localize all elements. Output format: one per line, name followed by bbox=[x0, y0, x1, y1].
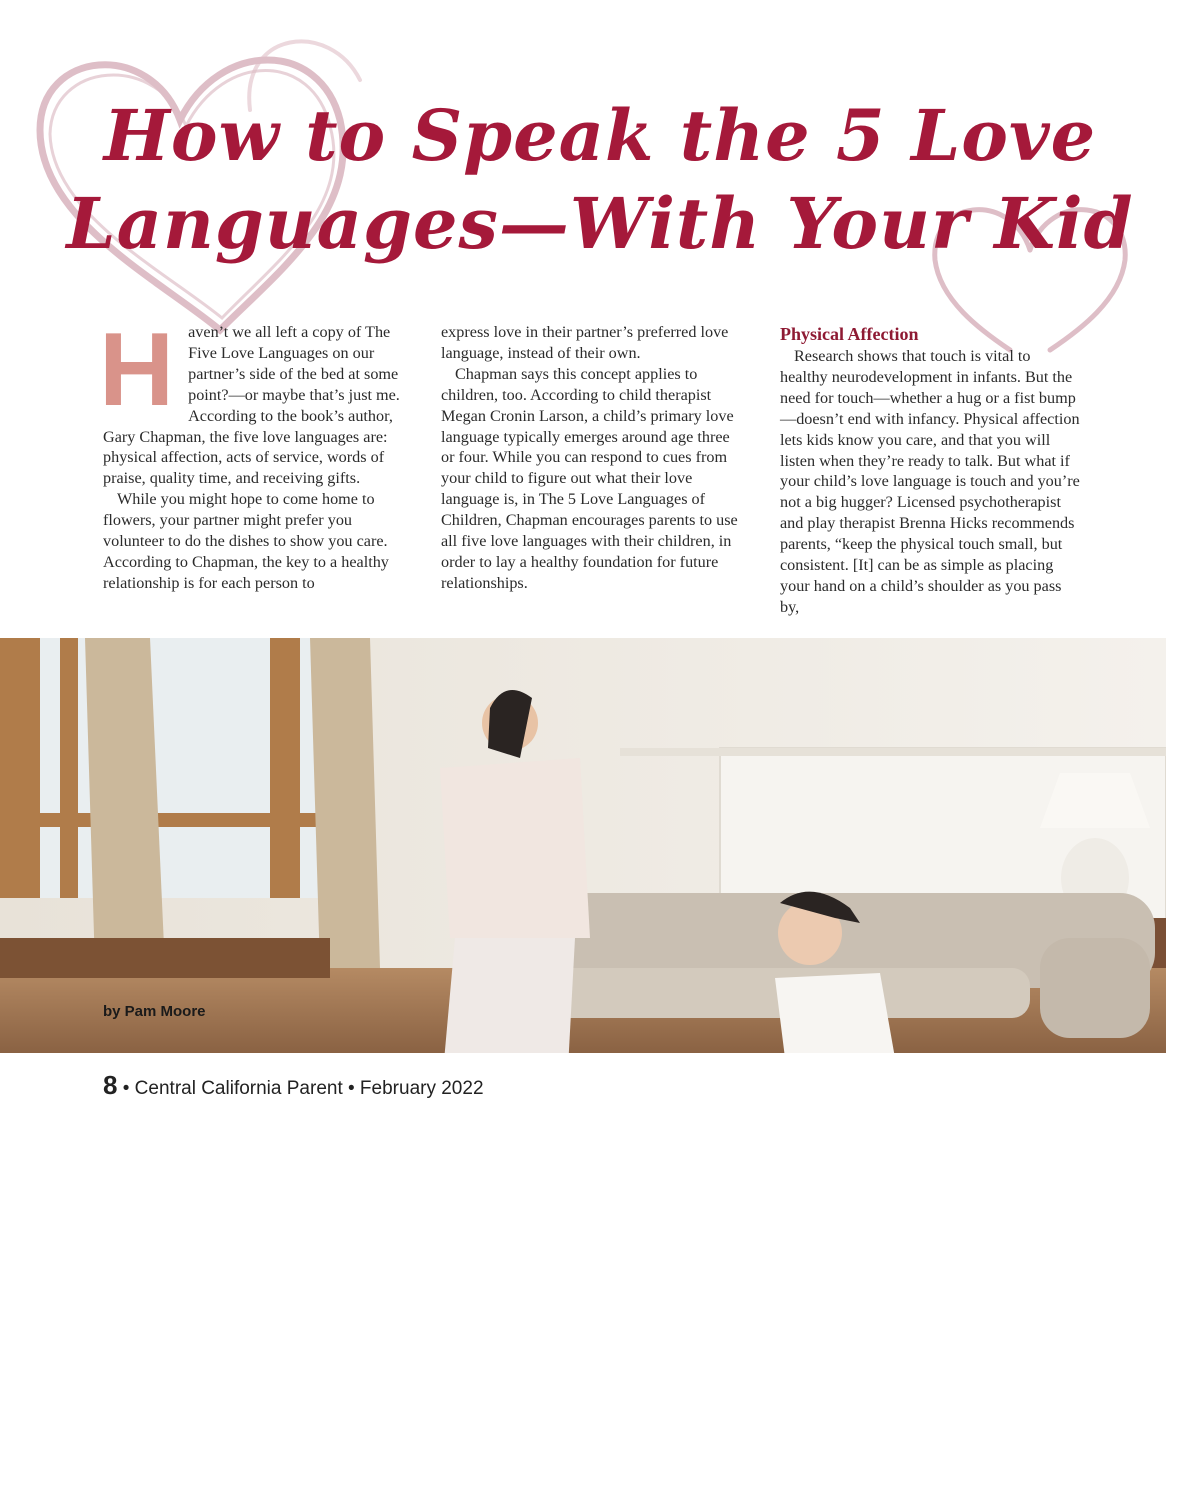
article-title bbox=[60, 92, 1140, 268]
page-footer bbox=[103, 1070, 484, 1101]
article-column-3 bbox=[780, 322, 1080, 618]
footer-text: • Central California Parent • February 2022 bbox=[122, 1078, 484, 1099]
section-heading: Physical Affection bbox=[780, 324, 919, 344]
title-line-1: How to Speak the 5 Love bbox=[103, 94, 1097, 177]
paragraph: aven’t we all left a copy of The Five Love Languages on our partner’s side of the bed at some point?—or maybe that’s just me. According to the book’s author, Gary Chapman, the five love languages are: physical affection, acts of service, words of praise, quality time, and receiving gifts. bbox=[103, 323, 400, 488]
article-photo bbox=[0, 638, 1166, 1053]
drop-cap: H bbox=[99, 312, 175, 428]
paragraph: Chapman says this concept applies to children, too. According to child therapist Megan Cronin Larson, a child’s primary love language typically emerges around age three or four. While you can respond to cues from your child to figure out what their love language is, in The 5 Love Languages of Children, Chapman encourages parents to use all five love languages with their children, in order to lay a healthy foundation for future relationships. bbox=[441, 364, 738, 592]
article-column-2 bbox=[441, 322, 741, 594]
article-column-1 bbox=[99, 312, 403, 594]
paragraph: express love in their partner’s preferred love language, instead of their own. bbox=[441, 323, 729, 362]
title-line-2: Languages—With Your Kid bbox=[66, 182, 1134, 265]
byline: by Pam Moore bbox=[103, 1003, 206, 1020]
paragraph: While you might hope to come home to flowers, your partner might prefer you volunteer to do the dishes to show you care. According to Chapman, the key to a healthy relationship is for each person to bbox=[103, 490, 389, 592]
page-number: 8 bbox=[103, 1070, 118, 1100]
paragraph: Research shows that touch is vital to healthy neurodevelopment in infants. But the need for touch—whether a hug or a fist bump—doesn’t end with infancy. Physical affection lets kids know you care, and that you will listen when they’re ready to talk. But what if your child’s love language is touch and you’re not a big hugger? Licensed psychotherapist and play therapist Brenna Hicks recommends parents, “keep the physical touch small, but consistent. [It] can be as simple as placing your hand on a child’s shoulder as you pass by, bbox=[780, 347, 1080, 616]
